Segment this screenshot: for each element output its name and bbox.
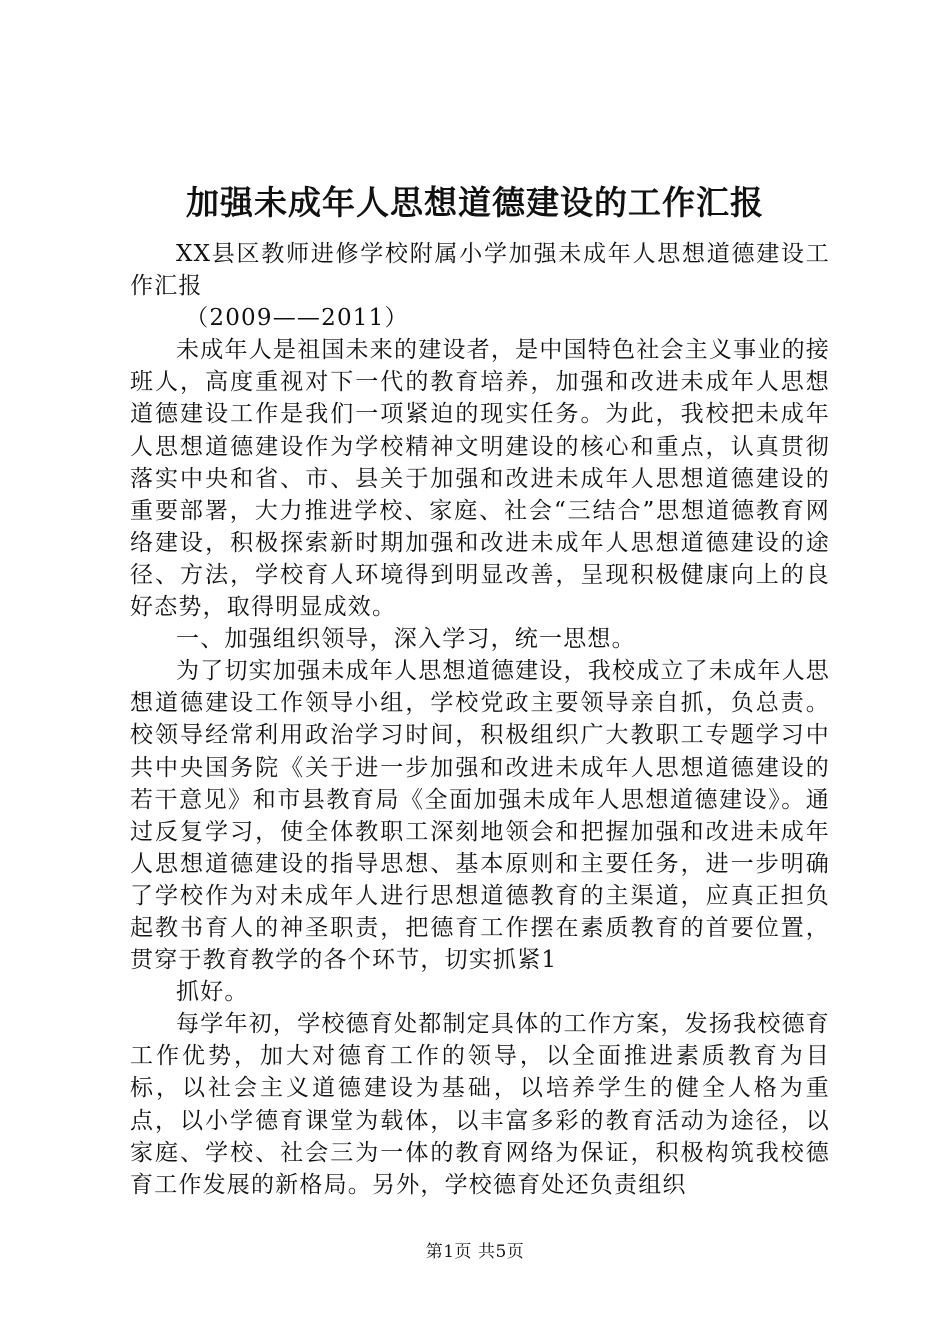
page-number-footer: 第1页 共5页 [425, 1242, 525, 1262]
document-body [130, 238, 830, 1201]
paragraph-section-1: 为了切实加强未成年人思想道德建设，我校成立了未成年人思想道德建设工作领导小组，学校党政主要领导亲自抓，负总责。校领导经常利用政治学习时间，积极组织广大教职工专题学习中共中央国务院《关于进一步加强和改进未成年人思想道德建设的若干意见》和市县教育局《全面加强未成年人思想道德建设》。通过反复学习，使全体教职工深刻地领会和把握加强和改进未成年人思想道德建设的指导思想、基本原则和主要任务，进一步明确了学校作为对未成年人进行思想道德教育的主渠道，应真正担负起教书育人的神圣职责，把德育工作摆在素质教育的首要位置，贯穿于教育教学的各个环节，切实抓紧1 [130, 658, 830, 974]
paragraph-continuation: 抓好。 [176, 979, 249, 1006]
paragraph-intro: 未成年人是祖国未来的建设者，是中国特色社会主义事业的接班人，高度重视对下一代的教育培养，加强和改进未成年人思想道德建设工作是我们一项紧迫的现实任务。为此，我校把未成年人思想道德建设作为学校精神文明建设的核心和重点，认真贯彻落实中央和省、市、县关于加强和改进未成年人思想道德建设的重要部署，大力推进学校、家庭、社会“三结合”思想道德教育网络建设，积极探索新时期加强和改进未成年人思想道德建设的途径、方法，学校育人环境得到明显改善，呈现积极健康向上的良好态势，取得明显成效。 [130, 337, 830, 621]
document-title: 加强未成年人思想道德建设的工作汇报 [186, 183, 764, 222]
section-heading-1: 一、加强组织领导，深入学习，统一思想。 [176, 626, 636, 653]
paragraph-date-range: （2009——2011） [185, 305, 409, 332]
paragraph-annual-plan: 每学年初，学校德育处都制定具体的工作方案，发扬我校德育工作优势，加大对德育工作的领导，以全面推进素质教育为目标，以社会主义道德建设为基础，以培养学生的健全人格为重点，以小学德育课堂为载体，以丰富多彩的教育活动为途径，以家庭、学校、社会三为一体的教育网络为保证，积极构筑我校德育工作发展的新格局。另外，学校德育处还负责组织 [130, 1011, 830, 1198]
paragraph-subtitle: XX县区教师进修学校附属小学加强未成年人思想道德建设工作汇报 [130, 241, 830, 300]
